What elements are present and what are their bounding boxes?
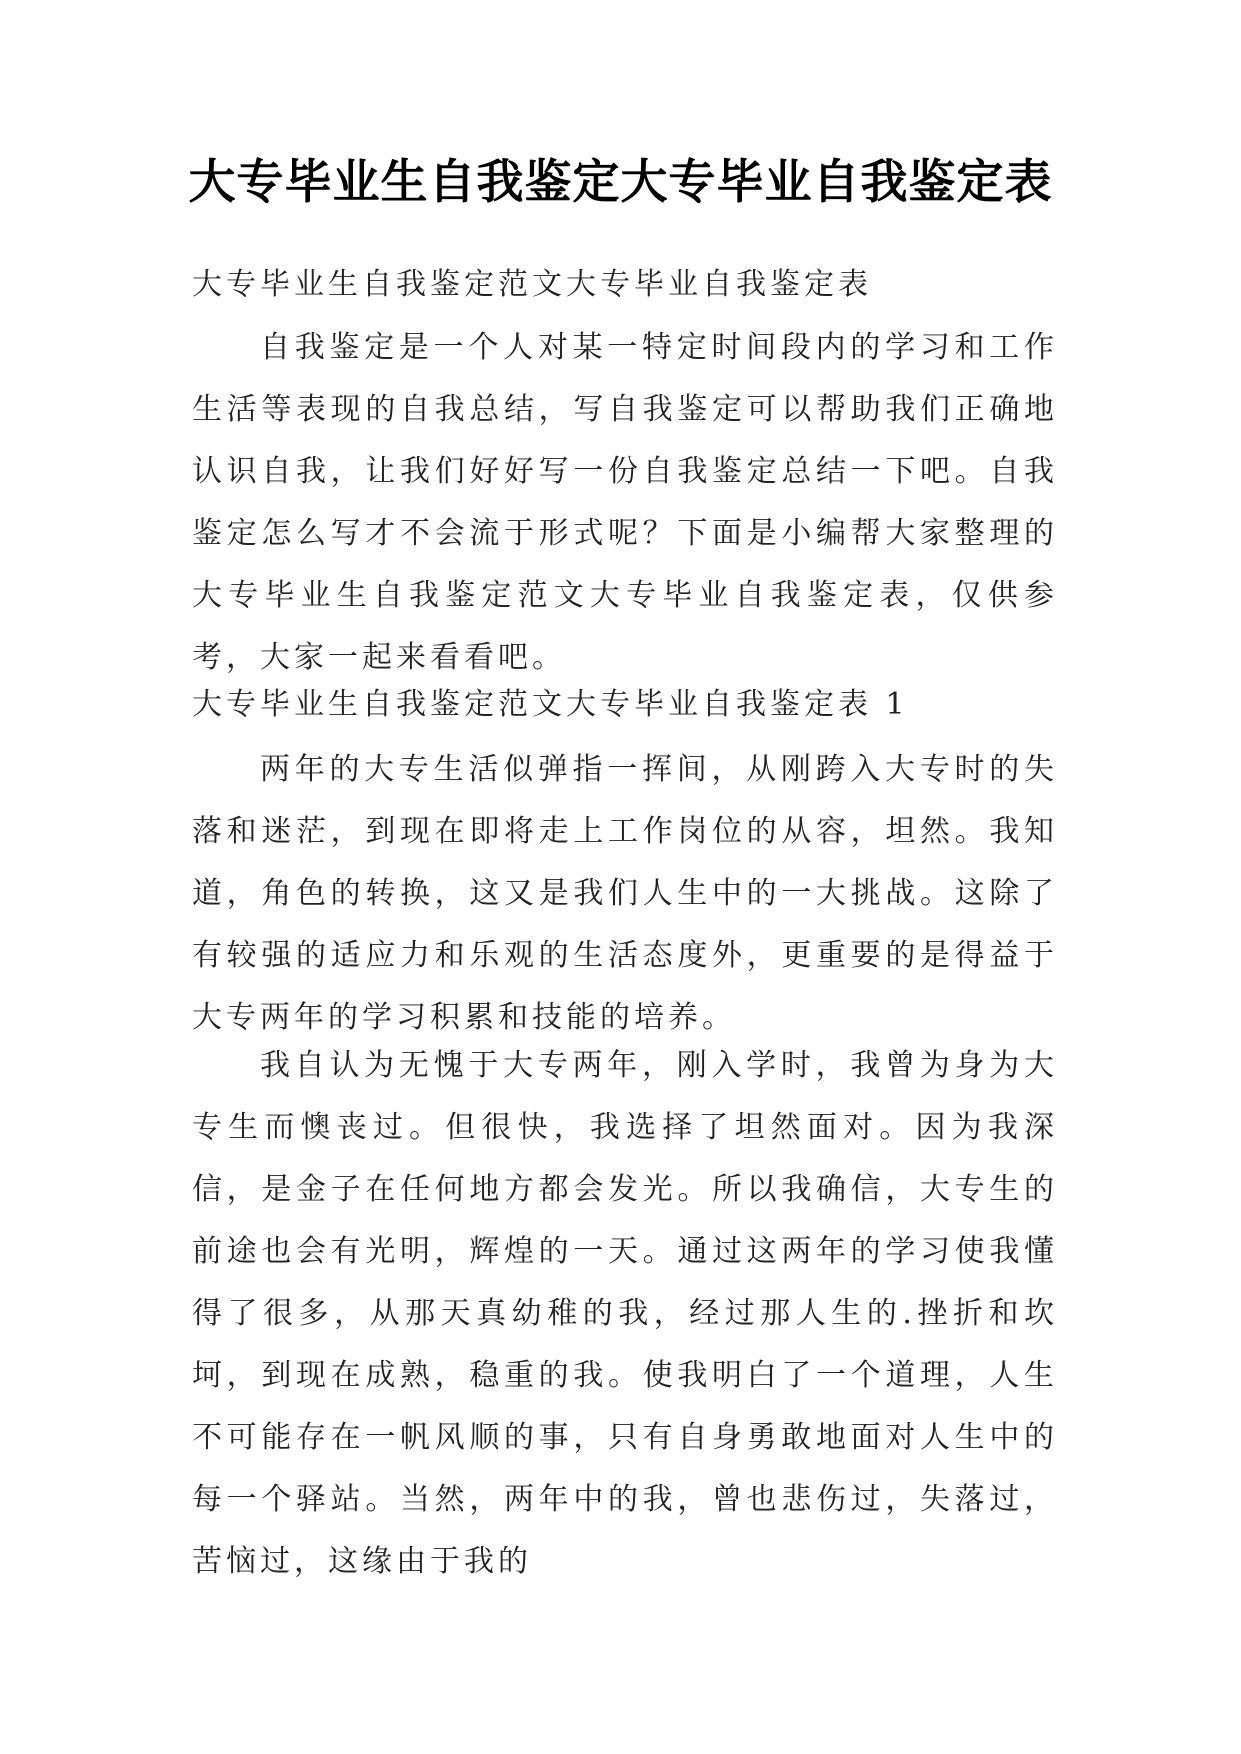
intro-paragraph: 自我鉴定是一个人对某一特定时间段内的学习和工作生活等表现的自我总结，写自我鉴定可以帮助我们正确地认识自我，让我们好好写一份自我鉴定总结一下吧。自我鉴定怎么写才不会流于形式呢？下面是小编帮大家整理的大专毕业生自我鉴定范文大专毕业自我鉴定表，仅供参考，大家一起来看看吧。 [192,330,1058,675]
document-title: 大专毕业生自我鉴定大专毕业自我鉴定表 [188,155,1053,210]
document-subtitle: 大专毕业生自我鉴定范文大专毕业自我鉴定表 [192,267,872,302]
body-paragraph-2: 我自认为无愧于大专两年，刚入学时，我曾为身为大专生而懊丧过。但很快，我选择了坦然面对。因为我深信，是金子在任何地方都会发光。所以我确信，大专生的前途也会有光明，辉煌的一天。通过这两年的学习使我懂得了很多，从那天真幼稚的我，经过那人生的.挫折和坎坷，到现在成熟，稳重的我。使我明白了一个道理，人生不可能存在一帆风顺的事，只有自身勇敢地面对人生中的每一个驿站。当然，两年中的我，曾也悲伤过，失落过，苦恼过，这缘由于我的 [192,1048,1058,1579]
section-heading: 大专毕业生自我鉴定范文大专毕业自我鉴定表 1 [192,687,909,722]
body-paragraph-1: 两年的大专生活似弹指一挥间，从刚跨入大专时的失落和迷茫，到现在即将走上工作岗位的从容，坦然。我知道，角色的转换，这又是我们人生中的一大挑战。这除了有较强的适应力和乐观的生活态度外，更重要的是得益于大专两年的学习积累和技能的培养。 [192,752,1058,1035]
